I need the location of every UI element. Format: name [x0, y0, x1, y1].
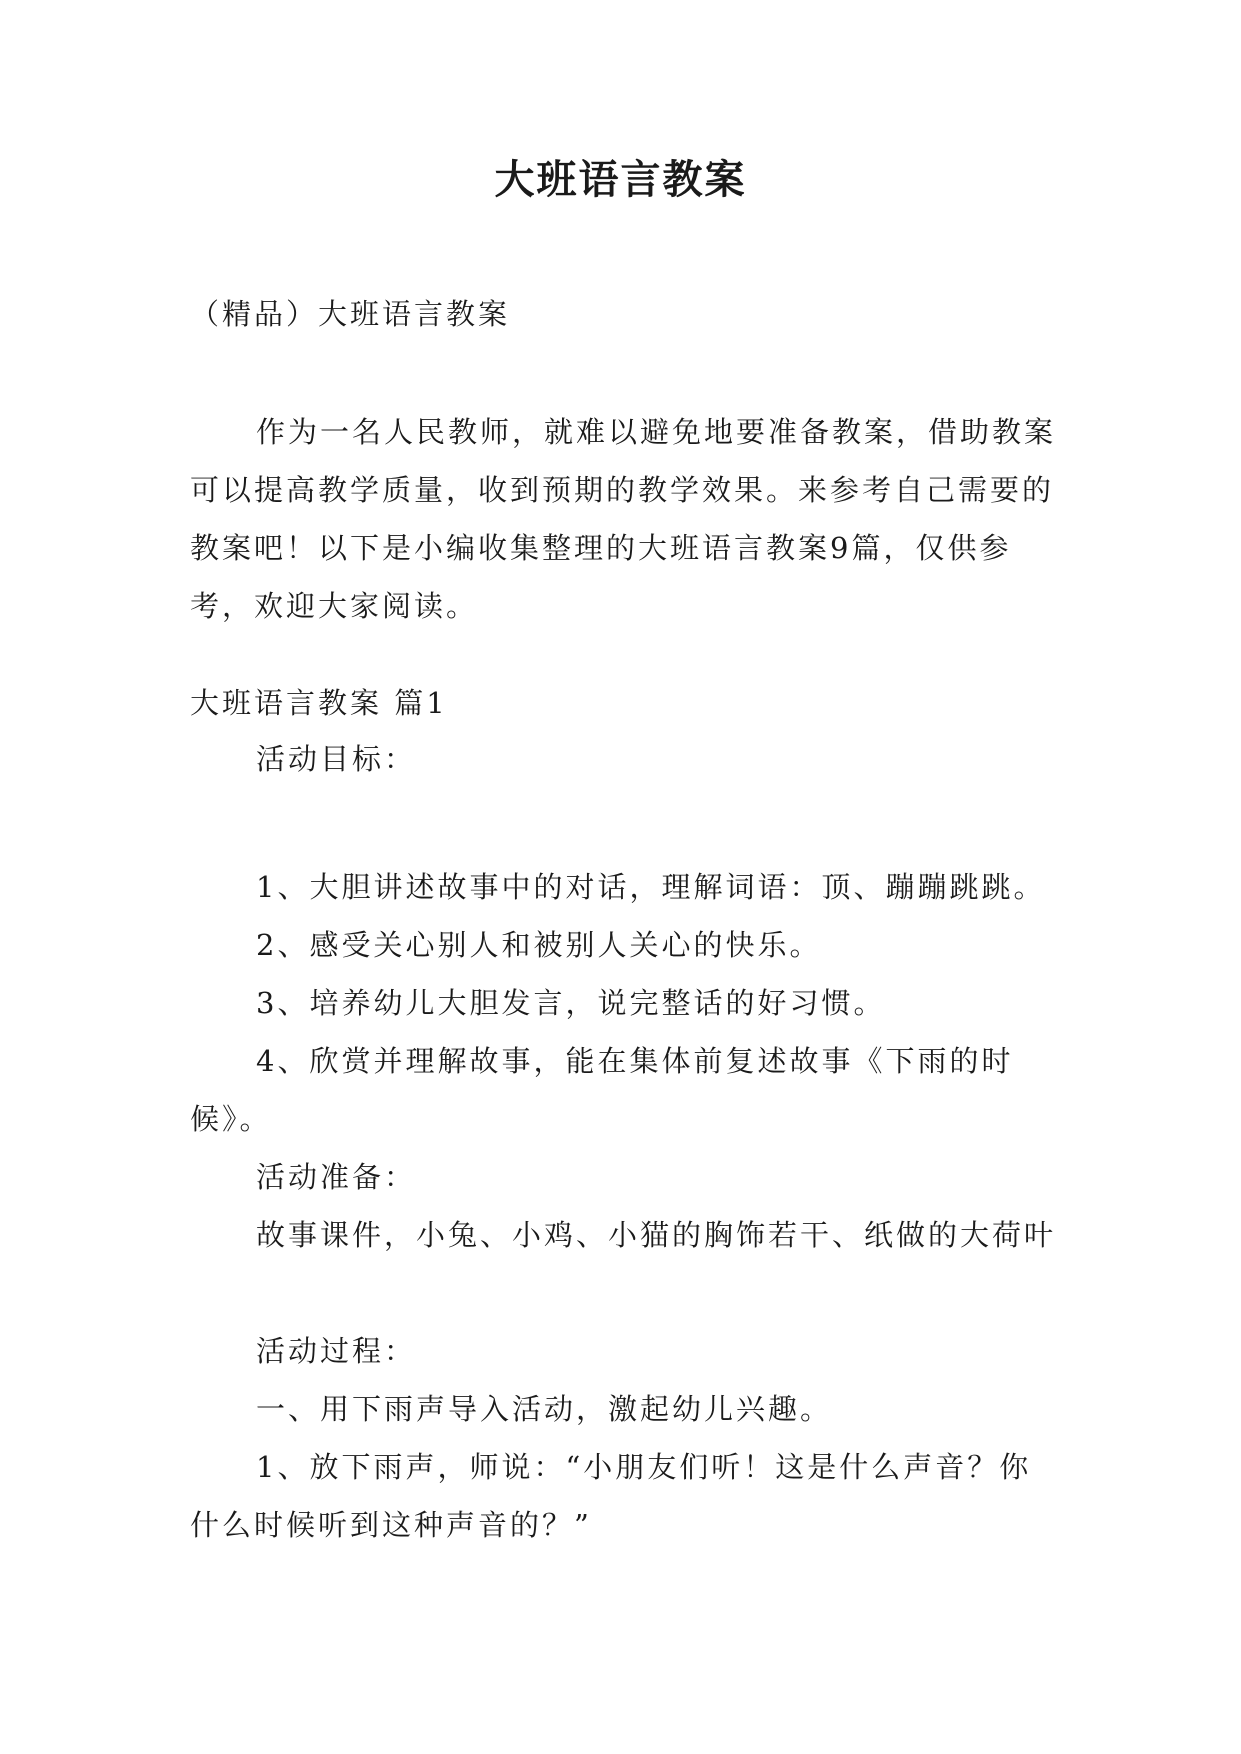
- section-heading: 大班语言教案 篇1: [190, 686, 448, 720]
- prep-label: 活动准备：: [256, 1160, 417, 1194]
- goal-item: 4、欣赏并理解故事，能在集体前复述故事《下雨的时候》。: [190, 1044, 1014, 1136]
- goals-label: 活动目标：: [256, 742, 417, 776]
- document-subtitle: （精品）大班语言教案: [190, 297, 511, 331]
- goal-item: 2、感受关心别人和被别人关心的快乐。: [256, 928, 822, 962]
- process-item: 1、放下雨声，师说：“小朋友们听！这是什么声音？你什么时候听到这种声音的？”: [190, 1450, 1032, 1542]
- process-step: 一、用下雨声导入活动，激起幼儿兴趣。: [256, 1392, 833, 1426]
- goal-item: 1、大胆讲述故事中的对话，理解词语：顶、蹦蹦跳跳。: [256, 870, 1046, 904]
- goal-item: 3、培养幼儿大胆发言，说完整话的好习惯。: [256, 986, 886, 1020]
- document-title: 大班语言教案: [494, 156, 747, 203]
- prep-text: 故事课件，小兔、小鸡、小猫的胸饰若干、纸做的大荷叶: [256, 1218, 1057, 1252]
- intro-paragraph: 作为一名人民教师，就难以避免地要准备教案，借助教案可以提高教学质量，收到预期的教学效果。来参考自己需要的教案吧！以下是小编收集整理的大班语言教案9篇，仅供参考，欢迎大家阅读。: [190, 415, 1057, 623]
- process-label: 活动过程：: [256, 1334, 417, 1368]
